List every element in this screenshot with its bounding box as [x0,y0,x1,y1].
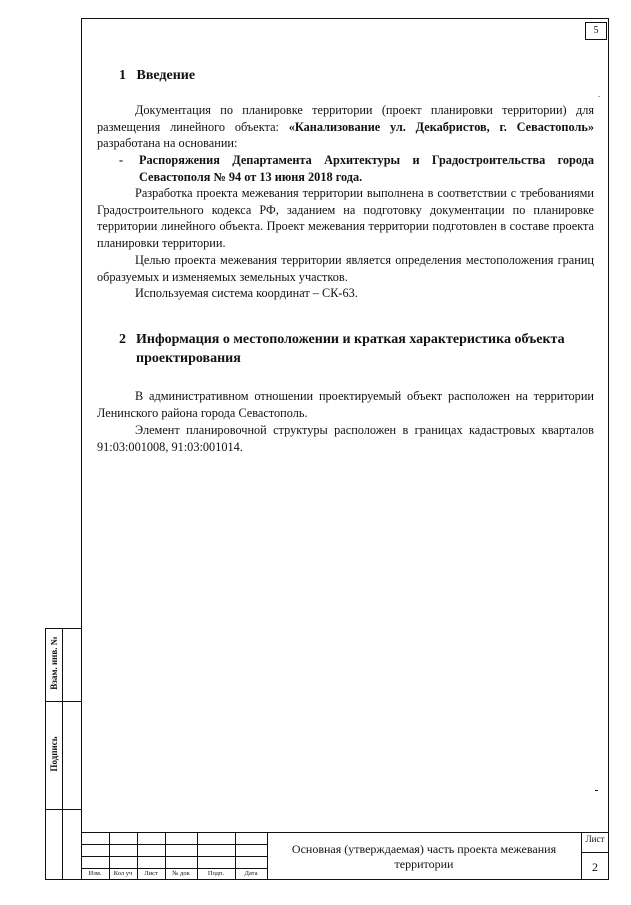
sheet-label: Лист [585,834,605,844]
signature-label: Подпись [49,736,59,772]
strip-row-line [46,809,82,810]
section-1-heading [119,66,195,85]
title-block [81,832,609,880]
side-stamp-strip [45,628,81,880]
object-name: «Канализование ул. Декабристов, г. Севастополь» [288,119,594,134]
section-2-title-line2: проектирования [136,351,241,366]
stray-dot: . [598,90,600,99]
stray-tick [595,790,598,791]
tb-col-kol-uch: Кол уч [113,870,133,877]
bullet-dash: - [119,153,124,167]
strip-divider [62,629,63,879]
paragraph-location: В административном отношении проектируемый объект расположен на территории Ленинского района города Севастополь. [97,389,594,420]
section-2-title-line1: Информация о местоположении и краткая характеристика объекта [136,332,565,347]
paragraph-coordinate-system: Используемая система координат – СК-63. [135,286,358,300]
section-1-title: Введение [136,68,196,83]
vzam-inv-label: Взам. инв. № [49,636,59,690]
section-1-number: 1 [119,68,126,83]
intro-text-c: разработана на основании: [97,136,238,151]
paragraph-intro [97,102,594,152]
paragraph-planning-element: Элемент планировочной структуры расположен в границах кадастровых кварталов 91:03:001008, 91:03:001014. [97,423,594,454]
tb-line [81,832,609,833]
tb-col-izm: Изм. [88,870,102,877]
tb-col-data: Дата [244,870,258,877]
sheet-number: 2 [592,860,598,874]
tb-col-podp: Подп. [207,870,225,877]
basis-bullet [119,152,594,185]
document-title-line1: Основная (утверждаемая) часть проекта межевания [291,842,557,856]
bullet-text: Распоряжения Департамента Архитектуры и Градостроительства города Севастополя № 94 от 13 июня 2018 года. [139,153,594,184]
page-marker: 5 [585,22,607,40]
paragraph-goal: Целью проекта межевания территории является определения местоположения границ образуемых и изменяемых земельных участков. [97,253,594,284]
tb-line [581,852,609,853]
section-2-heading [119,330,589,368]
tb-col-doc-no: № док [172,870,190,877]
strip-row-line [46,701,82,702]
intro-text-a: Документация по планировке территории (проект планировки территории) для размещения линейного объекта: [97,103,594,134]
paragraph-development: Разработка проекта межевания территории выполнена в соответствии с требованиями Градостроительного кодекса РФ, заданием на подготовку документации по планировке территории линейного объекта. Проект межевания территории подготовлен в составе проекта планировки территории. [97,186,594,250]
document-title-line2: территории [394,857,454,871]
document-title [267,842,581,872]
section-2-number: 2 [119,332,126,347]
tb-col-list: Лист [144,870,158,877]
